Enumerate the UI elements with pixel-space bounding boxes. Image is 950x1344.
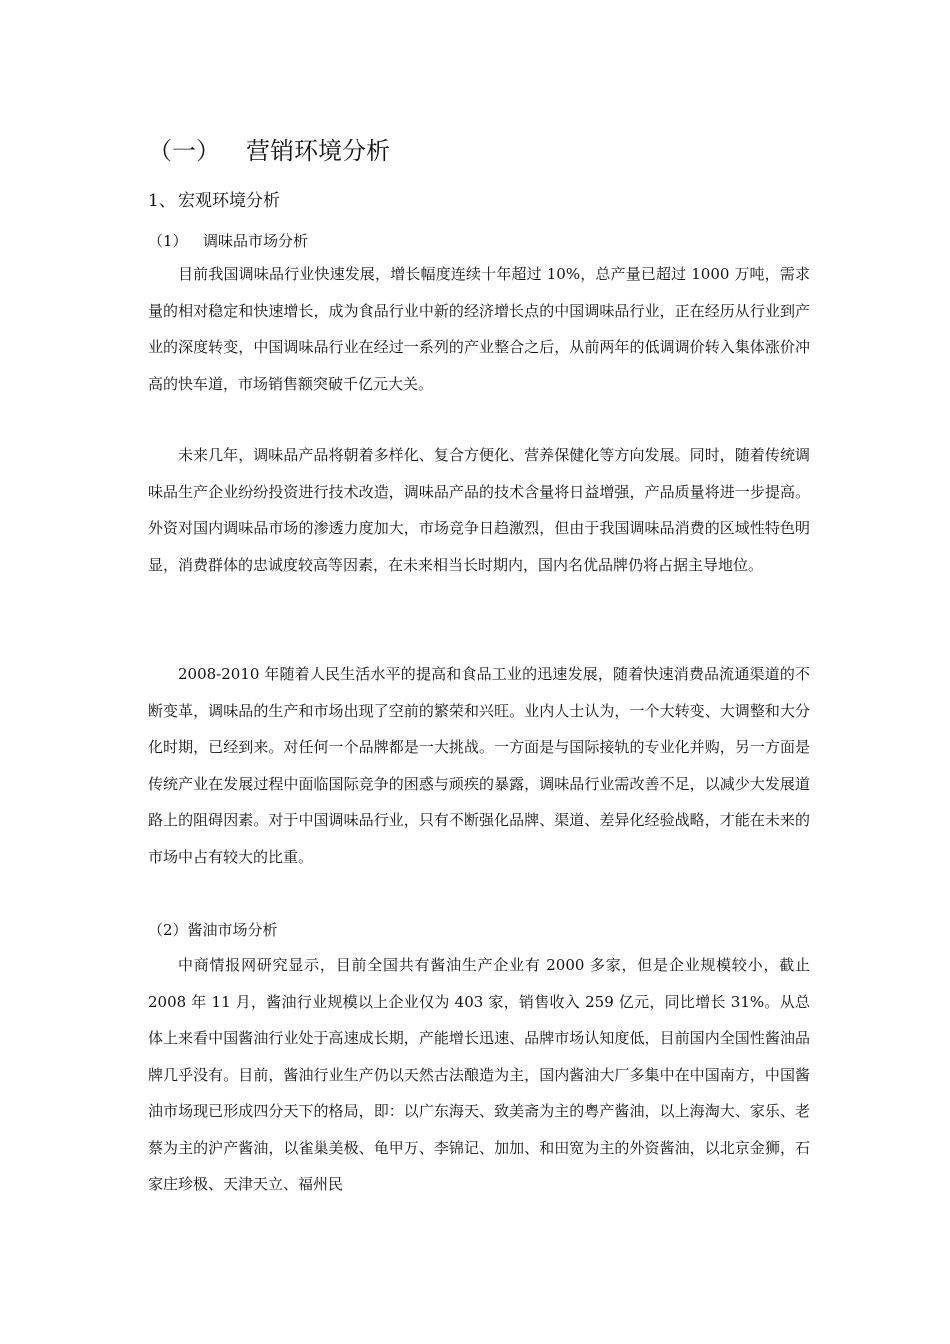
paragraph-2: 未来几年，调味品产品将朝着多样化、复合方便化、营养保健化等方向发展。同时，随着传统调味品生产企业纷纷投资进行技术改造，调味品产品的技术含量将日益增强，产品质量将进一步提高。外资对国内调味品市场的渗透力度加大，市场竞争日趋激烈，但由于我国调味品消费的区域性特色明显，消费群体的忠诚度较高等因素，在未来相当长时期内，国内名优品牌仍将占据主导地位。 xyxy=(148,446,810,574)
heading-number: 1、 xyxy=(148,191,176,211)
paragraph-1: 目前我国调味品行业快速发展，增长幅度连续十年超过 10%，总产量已超过 1000 万吨，需求量的相对稳定和快速增长，成为食品行业中新的经济增长点的中国调味品行业，正在经历从行业到产业的深度转变，中国调味品行业在经过一系列的产业整合之后，从前两年的低调调价转入集体涨价冲高的快车道，市场销售额突破千亿元大关。 xyxy=(148,265,810,393)
subsection-heading-soy-sauce: （2）酱油市场分析 xyxy=(148,921,278,939)
heading-title: 宏观环境分析 xyxy=(178,191,280,211)
section-heading-1 xyxy=(148,133,390,169)
paragraph-4: 中商情报网研究显示，目前全国共有酱油生产企业有 2000 多家，但是企业规模较小，截止 2008 年 11 月，酱油行业规模以上企业仅为 403 家，销售收入 259 亿元，同比增长 31%。从总体上来看中国酱油行业处于高速成长期，产能增长迅速、品牌市场认知度低，目前国内全国性酱油品牌几乎没有。目前，酱油行业生产仍以天然古法酿造为主，国内酱油大厂多集中在中国南方，中国酱油市场现已形成四分天下的格局，即：以广东海天、致美斋为主的粤产酱油，以上海淘大、家乐、老蔡为主的沪产酱油，以雀巢美极、龟甲万、李锦记、加加、和田宽为主的外资酱油，以北京金狮，石家庄珍极、天津天立、福州民 xyxy=(148,956,810,1193)
heading-title: 调味品市场分析 xyxy=(203,232,309,250)
paragraph-3: 2008-2010 年随着人民生活水平的提高和食品工业的迅速发展，随着快速消费品流通渠道的不断变革，调味品的生产和市场出现了空前的繁荣和兴旺。业内人士认为，一个大转变、大调整和大分化时期，已经到来。对任何一个品牌都是一大挑战。一方面是与国际接轨的专业化并购，另一方面是传统产业在发展过程中面临国际竞争的困惑与顽疾的暴露，调味品行业需改善不足，以减少大发展道路上的阻碍因素。对于中国调味品行业，只有不断强化品牌、渠道、差异化经验战略，才能在未来的市场中占有较大的比重。 xyxy=(148,665,810,866)
heading-title: 营销环境分析 xyxy=(246,137,390,165)
section-heading-2 xyxy=(148,188,280,214)
heading-number: （一） xyxy=(148,137,220,165)
subsection-heading-seasoning xyxy=(148,229,308,253)
heading-number: （1） xyxy=(148,232,188,250)
